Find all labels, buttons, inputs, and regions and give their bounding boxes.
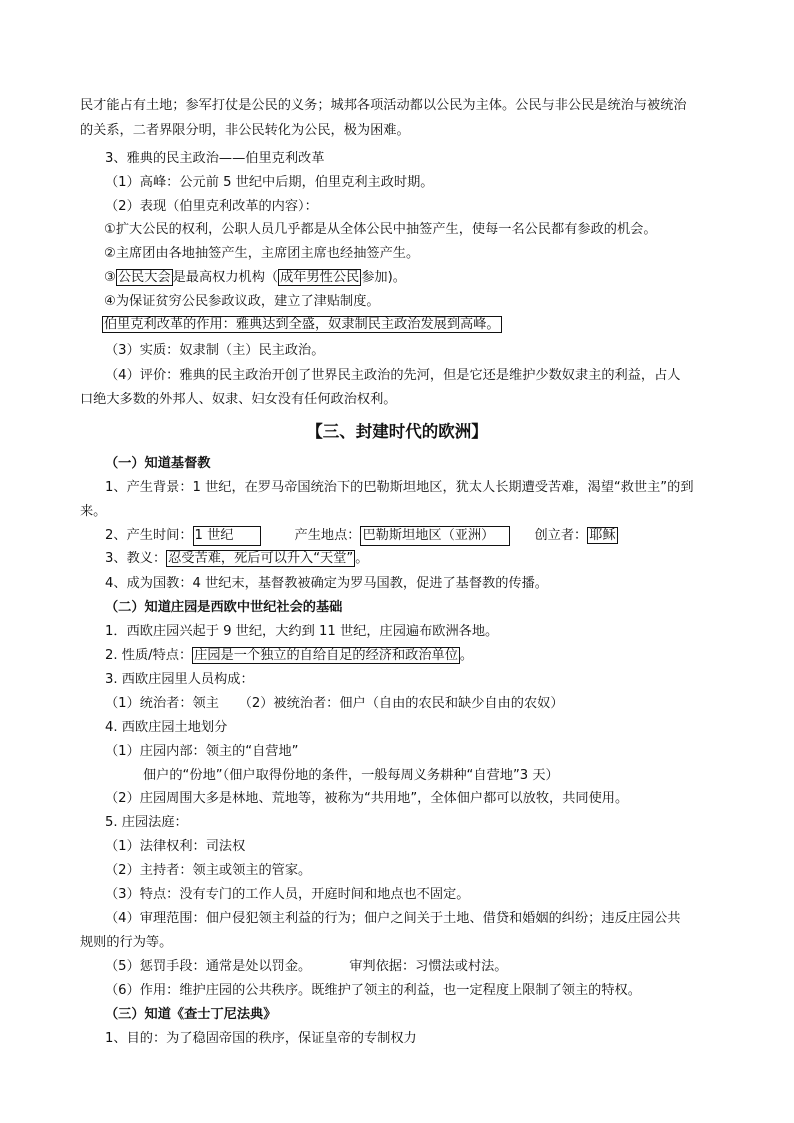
text-span: 审判依据：习惯法或村法。 [349, 959, 508, 974]
text-line [105, 958, 507, 976]
section-heading: 【三、封建时代的欧洲】 [306, 422, 488, 441]
text-span: 。 [355, 551, 369, 566]
text-line: 4、成为国教：4 世纪末，基督教被确定为罗马国教，促进了基督教的传播。 [105, 576, 548, 591]
text-line: （6）作用：维护庄园的公共秩序。既维护了领主的利益，也一定程度上限制了领主的特权。 [105, 983, 641, 998]
text-line: 4. 西欧庄园土地划分 [105, 720, 228, 735]
text-line: （1）统治者：领主 （2）被统治者：佃户（自由的农民和缺少自由的农奴） [105, 696, 564, 711]
text-line [105, 647, 473, 665]
boxed-term: 1 世纪 [193, 526, 261, 546]
text-line: 的关系，二者界限分明，非公民转化为公民，极为困难。 [80, 123, 410, 138]
text-span: 创立者： [534, 528, 588, 543]
boxed-summary: 伯里克利改革的作用：雅典达到全盛，奴隶制民主政治发展到高峰。 [104, 317, 500, 332]
text-line: 3. 西欧庄园里人员构成： [105, 672, 254, 687]
text-line: ①扩大公民的权利，公职人员几乎都是从全体公民中抽签产生，使每一名公民都有参政的机会。 [104, 222, 657, 237]
text-line: 1．西欧庄园兴起于 9 世纪，大约到 11 世纪，庄园遍布欧洲各地。 [105, 624, 499, 639]
text-line: 来。 [80, 504, 107, 519]
text-line: 1、目的：为了稳固帝国的秩序，保证皇帝的专制权力 [105, 1031, 417, 1046]
text-span: （5）惩罚手段：通常是处以罚金。 [105, 959, 312, 974]
boxed-term: 忍受苦难，死后可以升入“天堂” [168, 551, 354, 566]
text-line: （2）庄园周围大多是林地、荒地等，被称为“共用地”，全体佃户都可以放牧，共同使用。 [105, 791, 629, 806]
text-span: 是最高权力机构（ [172, 270, 279, 285]
boxed-term: 成年男性公民 [280, 270, 360, 285]
text-span: 2. 性质/特点： [105, 648, 193, 663]
text-line: （2）主持者：领主或领主的管家。 [105, 863, 312, 878]
text-line [102, 316, 502, 334]
text-span: 产生地点： [294, 528, 361, 543]
text-line: （3）特点：没有专门的工作人员，开庭时间和地点也不固定。 [105, 887, 470, 902]
text-line: 规则的行为等。 [80, 935, 173, 950]
text-line: （3）实质：奴隶制（主）民主政治。 [105, 343, 325, 358]
text-line: （2）表现（伯里克利改革的内容）： [105, 199, 318, 214]
subsection-heading: （一）知道基督教 [105, 456, 211, 471]
text-line: （1）法律权利：司法权 [105, 839, 246, 854]
text-line [104, 269, 406, 287]
text-span: 参加)。 [361, 270, 406, 285]
text-line: （4）审理范围：佃户侵犯领主利益的行为；佃户之间关于土地、借贷和婚姻的纠纷；违反庄园公共 [105, 911, 681, 926]
text-line: 1、产生背景：1 世纪，在罗马帝国统治下的巴勒斯坦地区，犹太人长期遭受苦难，渴望“救世主”的到 [105, 480, 694, 495]
text-line: 民才能占有土地；参军打仗是公民的义务；城邦各项活动都以公民为主体。公民与非公民是统治与被统治 [80, 98, 687, 113]
text-span: 3、教义： [105, 551, 167, 566]
subsection-heading: （三）知道《查士丁尼法典》 [105, 1007, 277, 1022]
text-line: （4）评价：雅典的民主政治开创了世界民主政治的先河，但是它还是维护少数奴隶主的利益，占人 [105, 368, 681, 383]
text-span: ③ [104, 270, 116, 285]
text-line: 5. 庄园法庭： [105, 815, 188, 830]
boxed-term: 巴勒斯坦地区（亚洲） [360, 526, 510, 546]
text-line: （1）庄园内部：领主的“自营地” [105, 744, 299, 759]
subsection-heading: （二）知道庄园是西欧中世纪社会的基础 [105, 600, 343, 615]
text-span: 2、产生时间： [105, 528, 193, 543]
text-line: 佃户的“份地”（佃户取得份地的条件，一般每周义务耕种“自营地”3 天） [143, 768, 559, 783]
text-line: 口绝大多数的外邦人、奴隶、妇女没有任何政治权利。 [80, 392, 397, 407]
text-span: 。 [459, 648, 474, 663]
text-line [105, 550, 368, 568]
text-line [105, 526, 618, 546]
boxed-term: 公民大会 [117, 270, 171, 285]
text-line: （1）高峰：公元前 5 世纪中后期，伯里克利主政时期。 [105, 175, 434, 190]
text-line: ④为保证贫穷公民参政议政，建立了津贴制度。 [104, 294, 380, 309]
text-line: ②主席团由各地抽签产生，主席团主席也经抽签产生。 [104, 246, 420, 261]
text-line: 3、雅典的民主政治——伯里克利改革 [105, 151, 325, 166]
boxed-term: 庄园是一个独立的自给自足的经济和政治单位 [194, 648, 458, 663]
boxed-term: 耶稣 [589, 528, 616, 543]
